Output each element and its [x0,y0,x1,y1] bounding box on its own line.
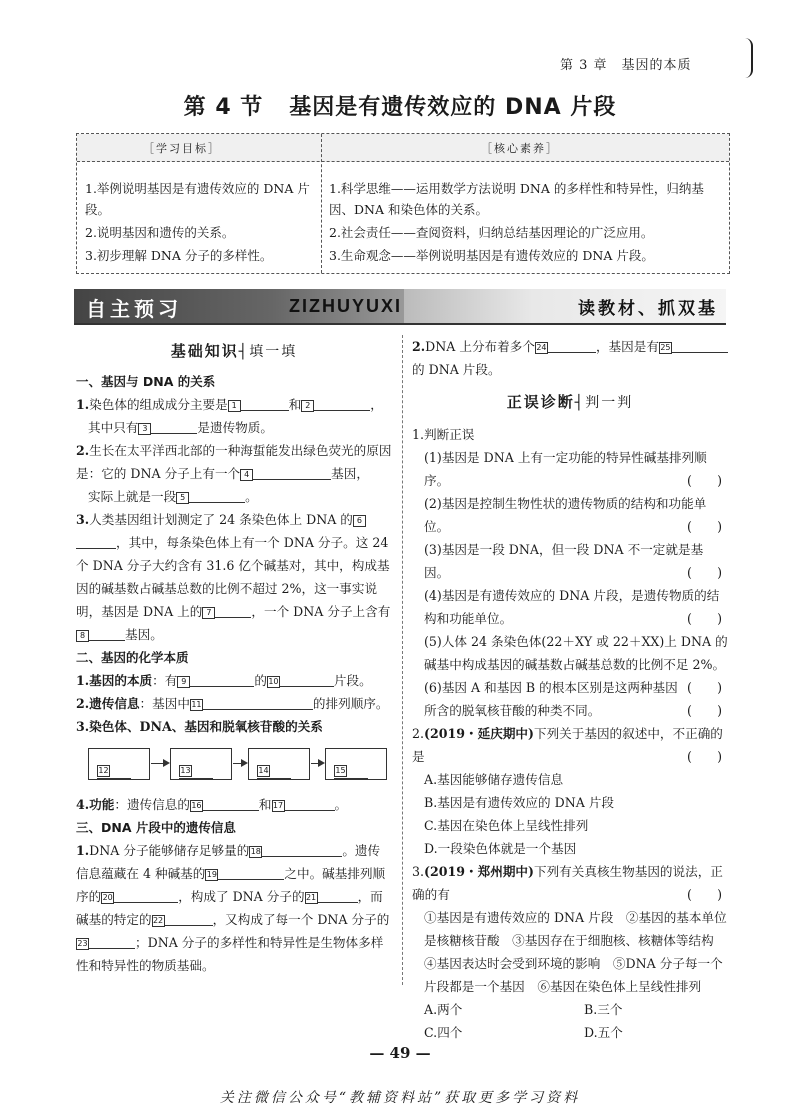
answer-bracket[interactable]: ( ) [686,680,722,695]
answer-bracket[interactable]: ( ) [686,565,722,580]
subsection-title: 三、DNA 片段中的遗传信息 [76,820,236,835]
mc-option[interactable]: B.基因是有遗传效应的 DNA 片段 [424,795,615,810]
fill-blank[interactable] [257,765,291,779]
question-text: 。 [334,797,348,812]
banner-underline [74,323,726,325]
objectives-divider [321,134,322,273]
judge-item [412,630,728,695]
question-text: 实际上就是一段 [88,489,177,504]
blank-number: 4 [240,469,253,481]
judge-item [412,446,728,492]
core-literacy-list [329,178,725,268]
fill-blank[interactable] [151,420,197,434]
blank-number: 21 [305,893,317,902]
blank-number: 13 [180,766,191,775]
judge-item [412,538,728,584]
question-2-cont [76,485,392,508]
blank-number: 17 [272,801,284,810]
question-text: 人类基因组计划测定了 24 条染色体上 DNA 的 [89,512,353,527]
blank-number: 22 [152,916,164,925]
judge-text: (2)基因是控制生物性状的遗传物质的结构和功能单位。 [424,496,707,534]
question-5 [76,692,392,715]
question-number: 2. [412,339,426,354]
question-source: (2019・延庆期中) [424,726,534,741]
fill-blank[interactable] [334,765,368,779]
core-literacy-tag: ［核心素养］ [481,142,559,155]
fill-blank[interactable] [203,696,313,710]
fill-blank[interactable] [548,339,596,353]
basic-knowledge-heading [76,340,392,364]
judge-text: (6)基因 A 和基因 B 的根本区别是这两种基因所含的脱氧核苷酸的种类不同。 [424,680,678,718]
column-divider [402,335,403,985]
statement-list: ①基因是有遗传效应的 DNA 片段 ②基因的基本单位是核糖核苷酸 ③基因存在于细胞核、核糖体等结构 [424,910,727,948]
learning-goal: 2.说明基因和遗传的关系。 [85,225,235,240]
blank-number: 1 [228,400,241,412]
core-literacy-item: 2.社会责任——查阅资料，归纳总结基因理论的广泛应用。 [329,225,654,240]
question-number: 1. [76,397,90,412]
question-number: 4. [76,797,90,812]
fill-blank[interactable] [280,673,334,687]
blank-number: 3 [138,423,151,435]
fill-blank[interactable] [89,627,125,641]
learning-goal: 1.举例说明基因是有遗传效应的 DNA 片段。 [85,181,310,217]
question-text: 和 [288,397,302,412]
page-number: — 49 — [369,1044,431,1062]
fill-blank[interactable] [262,843,342,857]
fill-blank[interactable] [314,397,370,411]
question-text: 其中只有 [88,420,139,435]
banner-title: 自主预习 [86,297,182,321]
question-3 [76,508,392,646]
blank-number: 23 [77,939,88,948]
header-bracket-decoration [745,38,753,78]
question-number: 1. [76,673,90,688]
judge-text: (3)基因是一段 DNA，但一段 DNA 不一定就是基因。 [424,542,704,580]
running-header: 第 3 章 基因的本质 [560,58,692,73]
mc-option[interactable]: C.四个 [424,1025,463,1040]
section-number: 第 4 节 [183,95,264,120]
diagram-box [325,748,387,780]
question-text: ，构成了 DNA 分子的 [178,889,305,904]
fill-blank[interactable] [285,797,335,811]
question-keyword: 染色体、DNA、基因和脱氧核苷酸的关系 [89,719,323,734]
judge-item [412,584,728,630]
fill-blank[interactable] [190,673,254,687]
arrow-icon [318,759,325,767]
question-number: 2. [76,443,90,458]
blank-number: 20 [102,893,113,902]
fill-blank[interactable] [97,765,131,779]
question-text: DNA 分子能够储存足够量的 [89,843,250,858]
mc-option[interactable]: A.两个 [424,1002,463,1017]
heading-subtext: ┤填一填 [238,344,298,360]
answer-bracket[interactable]: ( ) [686,703,722,718]
blank-number: 10 [268,677,279,686]
fill-blank[interactable] [241,397,289,411]
judge-text: (4)基因是有遗传效应的 DNA 片段，是遗传物质的结构和功能单位。 [424,588,720,626]
objectives-box [76,133,730,274]
answer-bracket[interactable]: ( ) [686,611,722,626]
question-number: 1. [76,843,90,858]
subsection-title: 二、基因的化学本质 [76,650,189,665]
learning-goals-tag: ［学习目标］ [143,142,221,155]
page-title [0,90,800,121]
question-keyword: 基因的本质 [89,673,153,688]
question-text: 的 DNA 片段。 [412,362,501,377]
diagram-box [88,748,150,780]
question-text: 是遗传物质。 [197,420,273,435]
question-text: ；DNA 分子的多样性和特异性是生物体多样性和特异性的物质基础。 [76,935,384,973]
heading-subtext: ┤判一判 [574,395,634,411]
question-text: 染色体的组成成分主要是 [89,397,228,412]
fill-blank[interactable] [672,339,728,353]
question-2 [76,439,392,485]
blank-number: 2 [301,400,314,412]
question-text: 的 [254,673,267,688]
fill-blank[interactable] [76,535,116,549]
blank-number: 25 [660,343,671,352]
fill-blank[interactable] [318,889,358,903]
judge-text: (1)基因是 DNA 上有一定功能的特异性碱基排列顺序。 [424,450,707,488]
question-text: ，而碱基的特定的 [76,889,383,927]
blank-number: 18 [250,847,261,856]
answer-bracket[interactable]: ( ) [686,473,722,488]
right-column [412,335,728,1044]
question-text: 片段。 [333,673,372,688]
heading-text: 基础知识 [170,342,239,360]
question-text: 下列关于基因的叙述中，不正确的是 [412,726,723,764]
objectives-header [77,134,729,162]
fill-blank[interactable] [89,935,135,949]
blank-number: 11 [191,700,202,709]
mc-option[interactable]: D.五个 [584,1025,623,1040]
judge-text: (5)人体 24 条染色体(22＋XY 或 22＋XX)上 DNA 的碱基中构成基因的碱基数占碱基总数的比例不足 2%。 [424,634,728,672]
blank-number: 9 [177,676,190,688]
judge-item [412,676,728,722]
fill-blank[interactable] [203,797,259,811]
question-number: 2. [412,726,425,741]
diagram-box [170,748,232,780]
question-text: 的排列顺序。 [312,696,389,711]
mc-question-3 [412,860,728,906]
mc-option[interactable]: C.基因在染色体上呈线性排列 [424,818,589,833]
question-text: 基因。 [125,627,163,642]
blank-number: 12 [98,766,109,775]
section-title: 基因是有遗传效应的 DNA 片段 [289,95,617,120]
question-text: DNA 上分布着多个 [425,339,535,354]
answer-bracket[interactable]: ( ) [686,887,722,902]
fill-blank[interactable] [179,765,213,779]
mc-option[interactable]: B.三个 [584,1002,623,1017]
question-text: ，其中，每条染色体上有一个 DNA 分子。这 24 个 DNA 分子大约含有 31.6 亿个碱基对，其中，构成基因的碱基数占碱基总数的比例不超过 2%，这一事实说明，基因是 DNA 上的 [76,535,390,619]
question-6 [76,715,392,738]
fill-blank[interactable] [189,489,245,503]
left-column [76,340,392,738]
question-keyword: 功能 [89,797,115,812]
banner-slogan: 读教材、抓双基 [578,299,718,319]
question-text: 。 [245,489,258,504]
banner-pinyin: ZIZHUYUXI [289,296,403,316]
fill-blank[interactable] [165,912,213,926]
question-1-cont [76,416,392,439]
question-text: 和 [258,797,272,812]
question-text: ：遗传信息的 [114,797,190,812]
question-8 [76,839,392,977]
question-text: ：有 [152,673,178,688]
blank-number: 5 [176,492,189,504]
statement-list: ④基因表达时会受到环境的影响 ⑤DNA 分子每一个片段都是一个基因 ⑥基因在染色体上呈线性排列 [424,956,723,994]
learning-goal: 3.初步理解 DNA 分子的多样性。 [85,248,273,263]
error-diagnosis-heading [412,391,728,415]
arrow-icon [163,759,170,767]
fill-blank[interactable] [215,604,251,618]
answer-bracket[interactable]: ( ) [686,519,722,534]
footer-note: 关注微信公众号“教辅资料站”获取更多学习资料 [219,1090,581,1106]
question-number: 3. [76,719,90,734]
section-banner [74,289,726,323]
mc-option[interactable]: A.基因能够储存遗传信息 [424,772,564,787]
question-text: ， [370,397,383,412]
blank-number: 14 [258,766,269,775]
question-1 [76,393,392,416]
question-text: 。遗传信息蕴藏在 4 种碱基的 [76,843,381,881]
question-text: 下列有关真核生物基因的说法，正确的有 [412,864,723,902]
fill-blank[interactable] [218,866,284,880]
learning-goals-list [85,178,315,268]
blank-number: 8 [76,630,89,642]
fill-blank[interactable] [253,466,331,480]
heading-text: 正误诊断 [506,393,575,411]
question-text: 基因， [331,466,369,481]
subsection-title: 一、基因与 DNA 的关系 [76,374,216,389]
question-text: ，又构成了每一个 DNA 分子的 [212,912,390,927]
question-4 [76,669,392,692]
arrow-icon [241,759,248,767]
diagram-box [248,748,310,780]
blank-number: 16 [191,801,202,810]
core-literacy-item: 1.科学思维——运用数学方法说明 DNA 的多样性和特异性，归纳基因、DNA 和染色体的关系。 [329,181,704,217]
question-keyword: 遗传信息 [89,696,140,711]
judge-item [412,492,728,538]
answer-bracket[interactable]: ( ) [686,749,722,764]
blank-number: 6 [353,515,366,527]
core-literacy-item: 3.生命观念——举例说明基因是有遗传效应的 DNA 片段。 [329,248,654,263]
blank-number: 7 [202,607,215,619]
judge-title: 1.判断正误 [412,427,475,442]
question-text: ：基因中 [139,696,190,711]
blank-number: 15 [335,766,346,775]
mc-options-row [412,1021,728,1044]
question-source: (2019・郑州期中) [424,864,534,879]
question-text: ，基因是有 [595,339,659,354]
left-column-lower [76,793,392,977]
question-text: 生长在太平洋西北部的一种海蜇能发出绿色荧光的原因是：它的 DNA 分子上有一个 [76,443,392,481]
question-7 [76,793,392,816]
mc-options-row [412,998,728,1021]
question-text: 之中。碱基排列顺序的 [76,866,386,904]
question-text: ，一个 DNA 分子上含有 [251,604,391,619]
blank-number: 24 [536,343,547,352]
mc-option[interactable]: D.一段染色体就是一个基因 [424,841,577,856]
blank-number: 19 [206,870,217,879]
question-number: 3. [76,512,90,527]
question-9 [412,335,728,381]
mc-question-2 [412,722,728,768]
fill-blank[interactable] [114,889,178,903]
question-number: 3. [412,864,425,879]
question-number: 2. [76,696,90,711]
